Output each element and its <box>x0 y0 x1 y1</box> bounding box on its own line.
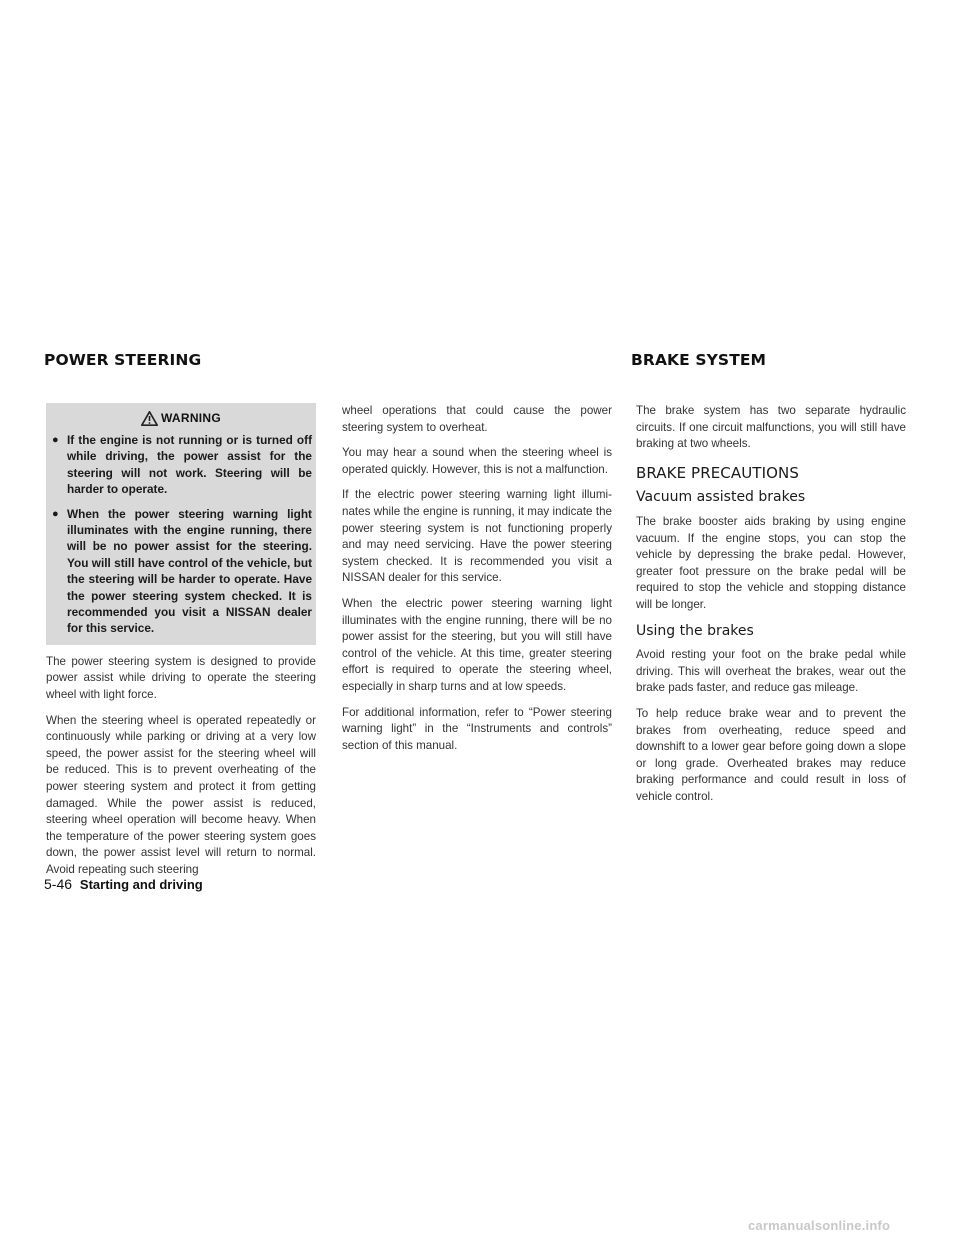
section-title-power-steering: POWER STEERING <box>44 351 202 369</box>
bullet-icon: ● <box>52 434 59 446</box>
paragraph: When the steering wheel is operated repeatedly or continuously while parking or driving at a very low speed, the power assist for the steering wheel will be reduced. This is to prevent overheating of the power steering system and protect it from getting damaged. While the power assist is reduced, steering wheel operation will become heavy. When the temperature of the power steering system goes down, the power assist level will return to normal. Avoid repeating such steering <box>46 713 316 876</box>
warning-header <box>50 407 312 429</box>
column-power-steering-continued <box>342 403 612 763</box>
warning-icon <box>141 411 158 426</box>
paragraph: The brake booster aids braking by using engine vacuum. If the engine stops, you can stop the vehicle by depressing the brake pedal. However, greater foot pressure on the brake pedal will be required to stop the vehicle and stopping distance will be longer. <box>636 514 906 611</box>
paragraph: For additional information, refer to “Power steering warning light” in the “Instruments and controls” section of this manual. <box>342 705 612 752</box>
bullet-icon: ● <box>52 507 59 520</box>
page-number: 5-46 <box>44 876 73 892</box>
paragraph: To help reduce brake wear and to prevent the brakes from overheating, reduce speed and downshift to a lower gear before going down a slope or long grade. Overheated brakes may reduce braking performance and could result in loss of vehicle control. <box>636 706 906 803</box>
chapter-name: Starting and driving <box>79 877 203 892</box>
warning-box <box>46 403 316 645</box>
heading-using-the-brakes: Using the brakes <box>636 622 754 639</box>
paragraph: The brake system has two separate hydraulic circuits. If one circuit malfunctions, you will still have braking at two wheels. <box>636 404 906 451</box>
paragraph: wheel operations that could cause the power steering system to overheat. <box>342 404 612 434</box>
warning-list <box>50 432 312 637</box>
paragraph: The power steering system is designed to provide power assist while driving to operate the steering wheel with light force. <box>46 654 316 702</box>
paragraph: You may hear a sound when the steering wheel is operated quickly. However, this is not a malfunction. <box>342 446 612 476</box>
paragraph: If the electric power steering warning light illuminates while the engine is running, it may indicate the power steering system is not functioning properly and may need servicing. Have the power steering system checked. It is recommended you visit a NISSAN dealer for this service. <box>342 488 612 585</box>
heading-brake-precautions: BRAKE PRECAUTIONS <box>636 463 799 482</box>
warning-item-text: If the engine is not running or is turned off while driving, the power assist for the steering will not work. Steering will be harder to operate. <box>67 433 312 497</box>
section-title-brake-system: BRAKE SYSTEM <box>631 351 767 369</box>
paragraph: When the electric power steering warning light illuminates with the engine running, there will be no power assist for the steering, but you will still have control of the vehicle. At this time, greater steering effort is required to operate the steering wheel, especially in sharp turns and at low speeds. <box>342 596 612 693</box>
warning-label: WARNING <box>160 410 222 425</box>
watermark: carmanualsonline.info <box>748 1218 891 1233</box>
heading-vacuum-assisted-brakes: Vacuum assisted brakes <box>636 489 806 506</box>
column-brake-system <box>636 403 906 814</box>
warning-item-text: When the power steering warning light illuminates with the engine running, there will be no power assist for the steering. You will still have control of the vehicle, but the steering will be harder to operate. Have the power steering system checked. It is recommended you visit a NISSAN dealer for this service. <box>67 506 312 636</box>
column-power-steering <box>46 403 316 888</box>
paragraph: Avoid resting your foot on the brake pedal while driving. This will overheat the brakes, wear out the brake pads faster, and reduce gas mileage. <box>636 648 906 695</box>
page-footer <box>44 876 203 892</box>
warning-item <box>50 432 312 498</box>
warning-item <box>50 506 312 637</box>
